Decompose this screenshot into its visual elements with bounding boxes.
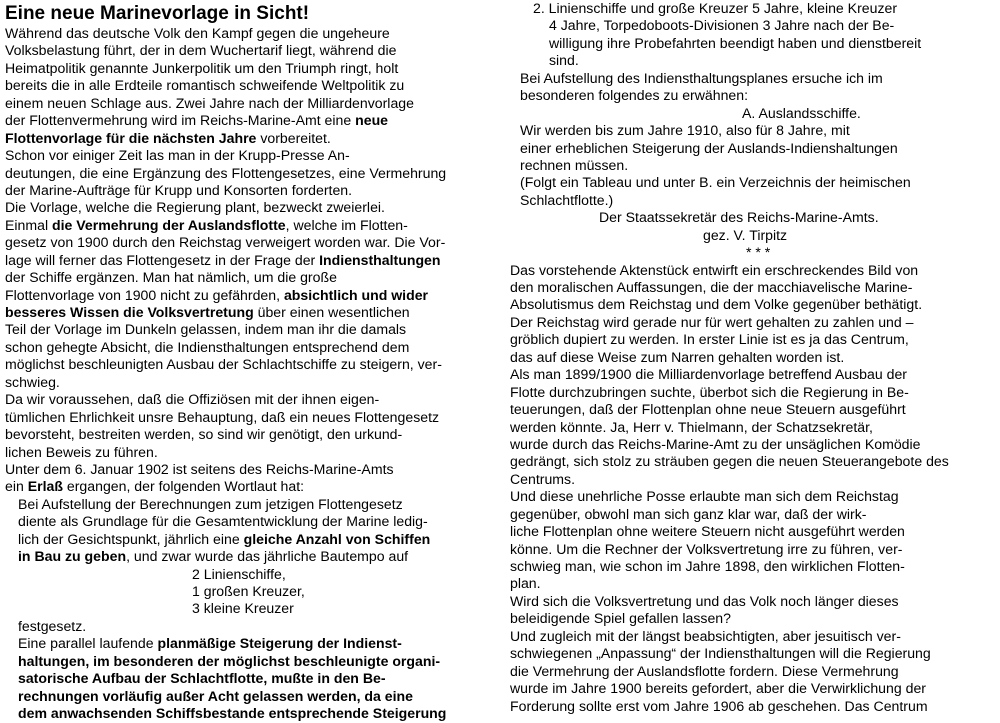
text-segment: sind. — [549, 52, 579, 69]
text-segment: bevorsteht, bestreiten werden, so sind wir genötigt, den urkund- — [5, 426, 403, 443]
text-line — [5, 217, 493, 234]
text-line — [510, 105, 995, 122]
text-line — [5, 25, 493, 42]
text-segment: ergangen, der folgenden Wortlaut hat: — [62, 478, 305, 495]
text-segment: festgesetz. — [18, 617, 87, 634]
bold-text: haltungen, im besonderen der möglichst beschleunigte organi- — [18, 652, 441, 669]
text-segment: A. Auslandsschiffe. — [742, 104, 861, 121]
text-line — [510, 87, 995, 104]
text-segment: Bei Aufstellung des Indiensthaltungsplanes ersuche ich im — [520, 69, 883, 86]
text-line — [510, 0, 995, 17]
text-line — [5, 496, 493, 513]
text-line — [510, 209, 995, 226]
text-line — [5, 234, 493, 251]
text-segment: den moralischen Auffassungen, die der macchiavelische Marine- — [510, 279, 913, 295]
text-line — [5, 269, 493, 286]
text-segment: Absolutismus dem Reichstag und dem Volke gegenüber bethätigt. — [510, 296, 923, 313]
text-line — [510, 52, 995, 69]
text-segment: beleidigende Spiel gefallen lassen? — [510, 610, 731, 627]
text-segment: Flottenvorlage von 1900 nicht zu gefährden, — [5, 286, 284, 303]
text-segment: rechnen müssen. — [520, 156, 629, 173]
text-segment: könne. Um die Rechner der Volksvertretung irre zu führen, ver- — [510, 540, 903, 557]
text-segment: Das vorstehende Aktenstück entwirft ein erschreckendes Bild von — [510, 261, 919, 278]
text-segment: möglichst beschleunigten Ausbau der Schlachtschiffe zu steigern, ver- — [5, 356, 442, 373]
text-line — [510, 192, 995, 209]
text-line — [510, 488, 995, 505]
left-column-text — [5, 25, 493, 723]
text-segment: 3 kleine Kreuzer — [192, 600, 294, 617]
text-segment: gesetz von 1900 durch den Reichstag verweigert worden war. Die Vor- — [5, 234, 446, 251]
text-segment: gröblich dupiert zu werden. In erster Linie ist es ja das Centrum, — [510, 331, 909, 348]
text-line — [510, 366, 995, 383]
text-line — [5, 304, 493, 321]
text-segment: Und zugleich mit der längst beabsichtigten, aber jesuitisch ver- — [510, 627, 901, 644]
text-line — [510, 314, 995, 331]
text-segment: 2 Linienschiffe, — [192, 565, 286, 582]
text-segment: lichen Beweis zu führen. — [5, 443, 158, 460]
text-segment: Und diese unehrliche Posse erlaubte man sich dem Reichstag — [510, 488, 899, 505]
text-line — [510, 436, 995, 453]
text-line — [510, 122, 995, 139]
text-line — [5, 444, 493, 461]
text-line — [510, 296, 995, 313]
text-segment: einer erheblichen Steigerung der Auslands-Indienshaltungen — [520, 139, 898, 156]
text-line — [510, 645, 995, 662]
text-segment: Unter dem 6. Januar 1902 ist seitens des Reichs-Marine-Amts — [5, 460, 394, 477]
text-line — [5, 391, 493, 408]
text-line — [5, 461, 493, 478]
bold-text: neue — [355, 112, 389, 129]
text-line — [5, 112, 493, 129]
text-line — [5, 182, 493, 199]
text-segment: Centrums. — [510, 470, 576, 487]
text-line — [5, 670, 493, 687]
text-segment: Flotte durchzubringen suchte, überbot sich die Regierung in Be- — [510, 383, 909, 400]
text-segment: (Folgt ein Tableau und unter B. ein Verzeichnis der heimischen — [520, 174, 911, 191]
text-segment: werden könnte. Ja, Herr v. Thielmann, der Schatzsekretär, — [510, 418, 873, 435]
bold-text: Erlaß — [27, 478, 63, 495]
text-line — [510, 558, 995, 575]
text-line — [510, 575, 995, 592]
text-segment: Schon vor einiger Zeit las man in der Krupp-Presse An- — [5, 147, 350, 164]
text-line — [5, 42, 493, 59]
text-segment: deutungen, die eine Ergänzung des Flottengesetzes, eine Vermehrung — [5, 164, 447, 181]
text-segment: schon gehegte Absicht, die Indiensthaltungen entsprechend dem — [5, 338, 410, 355]
text-line — [5, 583, 493, 600]
bold-text: die Vermehrung der Auslandsflotte — [52, 216, 286, 233]
text-segment: vorbereitet. — [256, 129, 331, 146]
text-line — [510, 349, 995, 366]
text-segment: Die Vorlage, welche die Regierung plant, bezweckt zweierlei. — [5, 199, 385, 216]
text-segment: Forderung sollte erst vom Jahre 1906 ab geschehen. Das Centrum — [510, 697, 928, 714]
text-line — [5, 705, 493, 722]
text-line — [510, 523, 995, 540]
text-segment: , welche im Flotten- — [285, 216, 408, 233]
text-line — [5, 95, 493, 112]
text-segment: Eine parallel laufende — [18, 635, 158, 652]
text-line — [510, 174, 995, 191]
text-segment: lich der Gesichtspunkt, jährlich eine — [18, 530, 244, 547]
text-line — [5, 252, 493, 269]
text-segment: das auf diese Weise zum Narren gehalten worden ist. — [510, 348, 845, 365]
text-segment: bereits die in alle Erdteile romantisch schweifende Weltpolitik zu — [5, 77, 405, 94]
text-segment: über einen wesentlichen — [253, 304, 410, 320]
text-line — [510, 698, 995, 715]
text-line — [510, 506, 995, 523]
text-line — [5, 409, 493, 426]
bold-text: Indiensthaltungen — [319, 251, 441, 268]
text-line — [5, 426, 493, 443]
text-segment: der Marine-Aufträge für Krupp und Konsorten forderten. — [5, 181, 353, 198]
text-segment: gez. V. Tirpitz — [703, 226, 788, 243]
text-segment: plan. — [510, 575, 541, 592]
text-segment: teuerungen, daß der Flottenplan ohne neue Steuern ausgeführt — [510, 401, 906, 418]
text-segment: schwiegenen „Anpassung“ der Indiensthaltungen will die Regierung — [510, 645, 931, 662]
text-line — [510, 401, 995, 418]
article-title: Eine neue Marinevorlage in Sicht! — [5, 3, 310, 24]
text-segment: Wird sich die Volksvertretung und das Volk noch länger dieses — [510, 592, 899, 609]
text-line — [5, 618, 493, 635]
text-segment: Heimatpolitik genannte Junkerpolitik um den Triumph ringt, holt — [5, 59, 399, 76]
text-segment: Wir werden bis zum Jahre 1910, also für 8 Jahre, mit — [520, 122, 850, 139]
text-line — [510, 227, 995, 244]
text-line — [510, 262, 995, 279]
text-line — [5, 321, 493, 338]
text-line — [510, 17, 995, 34]
text-segment: wurde im Jahre 1900 bereits gefordert, aber die Verwirklichung der — [510, 680, 926, 697]
text-line — [510, 628, 995, 645]
text-line — [510, 140, 995, 157]
text-line — [5, 653, 493, 670]
text-segment: * * * — [746, 244, 771, 261]
left-column — [5, 0, 493, 723]
text-line — [5, 688, 493, 705]
bold-text: dem anwachsenden Schiffsbestande entsprechende Steigerung — [18, 705, 447, 722]
text-line — [5, 77, 493, 94]
text-segment: Da wir voraussehen, daß die Offiziösen mit der ihnen eigen- — [5, 391, 380, 408]
bold-text: rechnungen vorläufig außer Acht gelassen werden, da eine — [18, 687, 413, 704]
text-line — [5, 60, 493, 77]
bold-text: gleiche Anzahl von Schiffen — [243, 530, 431, 547]
right-column-text — [510, 0, 995, 715]
text-segment: einem neuen Schlage aus. Zwei Jahre nach der Milliardenvorlage — [5, 94, 414, 111]
text-segment: diente als Grundlage für die Gesamtentwicklung der Marine ledig- — [18, 513, 428, 530]
text-line — [5, 130, 493, 147]
text-line — [5, 165, 493, 182]
text-segment: Während das deutsche Volk den Kampf gegen die ungeheure — [5, 25, 390, 41]
text-line — [5, 199, 493, 216]
text-line — [5, 513, 493, 530]
bold-text: satorische Aufbau der Schlachtflotte, mußte in den Be- — [18, 670, 386, 687]
text-segment: Als man 1899/1900 die Milliardenvorlage betreffend Ausbau der — [510, 366, 907, 383]
text-line — [510, 384, 995, 401]
text-line — [5, 600, 493, 617]
text-segment: besonderen folgendes zu erwähnen: — [520, 87, 749, 104]
right-column — [510, 0, 995, 715]
text-segment: gedrängt, sich stolz zu sträuben gegen die neuen Steuerangebote des — [510, 453, 949, 470]
text-segment: schwieg. — [5, 373, 60, 390]
text-segment: wurde durch das Reichs-Marine-Amt zu der unsäglichen Komödie — [510, 435, 921, 452]
text-segment: die Vermehrung der Auslandsflotte fordern. Diese Vermehrung — [510, 662, 899, 679]
text-line — [510, 331, 995, 348]
text-line — [5, 566, 493, 583]
text-line — [5, 339, 493, 356]
text-line — [5, 635, 493, 652]
bold-text: besseres Wissen die Volksvertretung — [5, 304, 254, 320]
text-segment: Teil der Vorlage im Dunkeln gelassen, indem man ihr die damals — [5, 321, 407, 338]
text-line — [510, 279, 995, 296]
text-line — [5, 478, 493, 495]
text-segment: Volksbelastung führt, der in dem Wuchertarif liegt, während die — [5, 42, 397, 59]
text-line — [510, 70, 995, 87]
text-segment: 4 Jahre, Torpedoboots-Divisionen 3 Jahre nach der Be- — [549, 17, 895, 34]
bold-text: Flottenvorlage für die nächsten Jahre — [5, 129, 257, 146]
text-segment: der Schiffe ergänzen. Man hat nämlich, um die große — [5, 269, 337, 286]
text-segment: 2. Linienschiffe und große Kreuzer 5 Jahre, kleine Kreuzer — [533, 0, 898, 16]
text-line — [510, 541, 995, 558]
text-segment: tümlichen Ehrlichkeit unsre Behauptung, daß ein neues Flottengesetz — [5, 408, 440, 425]
text-segment: Bei Aufstellung der Berechnungen zum jetzigen Flottengesetz — [18, 495, 403, 512]
text-line — [510, 593, 995, 610]
text-line — [5, 548, 493, 565]
text-line — [510, 610, 995, 627]
text-line — [510, 663, 995, 680]
text-line — [5, 147, 493, 164]
text-segment: willigung ihre Probefahrten beendigt haben und dienstbereit — [549, 34, 922, 51]
text-segment: Einmal — [5, 216, 52, 233]
text-line — [5, 374, 493, 391]
text-segment: lage will ferner das Flottengesetz in der Frage der — [5, 251, 320, 268]
text-segment: ein — [5, 478, 28, 495]
text-segment: 1 großen Kreuzer, — [192, 583, 305, 599]
text-line — [510, 157, 995, 174]
text-segment: der Flottenvermehrung wird im Reichs-Marine-Amt eine — [5, 112, 356, 129]
text-segment: Schlachtflotte.) — [520, 191, 614, 208]
text-line — [510, 244, 995, 261]
text-line — [5, 287, 493, 304]
bold-text: absichtlich und wider — [283, 286, 429, 303]
text-line — [510, 680, 995, 697]
text-segment: liche Flottenplan ohne weitere Steuern nicht ausgeführt werden — [510, 523, 905, 540]
text-line — [5, 356, 493, 373]
bold-text: in Bau zu geben — [18, 548, 127, 565]
bold-text: planmäßige Steigerung der Indienst- — [157, 635, 402, 652]
text-segment: gegenüber, obwohl man sich ganz klar war, daß der wirk- — [510, 505, 867, 522]
text-segment: schwieg man, wie schon im Jahre 1898, den wirklichen Flotten- — [510, 558, 905, 574]
text-line — [5, 531, 493, 548]
text-line — [510, 35, 995, 52]
text-segment: Der Reichstag wird gerade nur für wert gehalten zu zahlen und – — [510, 313, 914, 330]
text-line — [510, 419, 995, 436]
text-segment: Der Staatssekretär des Reichs-Marine-Amts. — [599, 209, 879, 226]
text-segment: , und zwar wurde das jährliche Bautempo auf — [126, 548, 409, 565]
text-line — [510, 471, 995, 488]
text-line — [510, 453, 995, 470]
